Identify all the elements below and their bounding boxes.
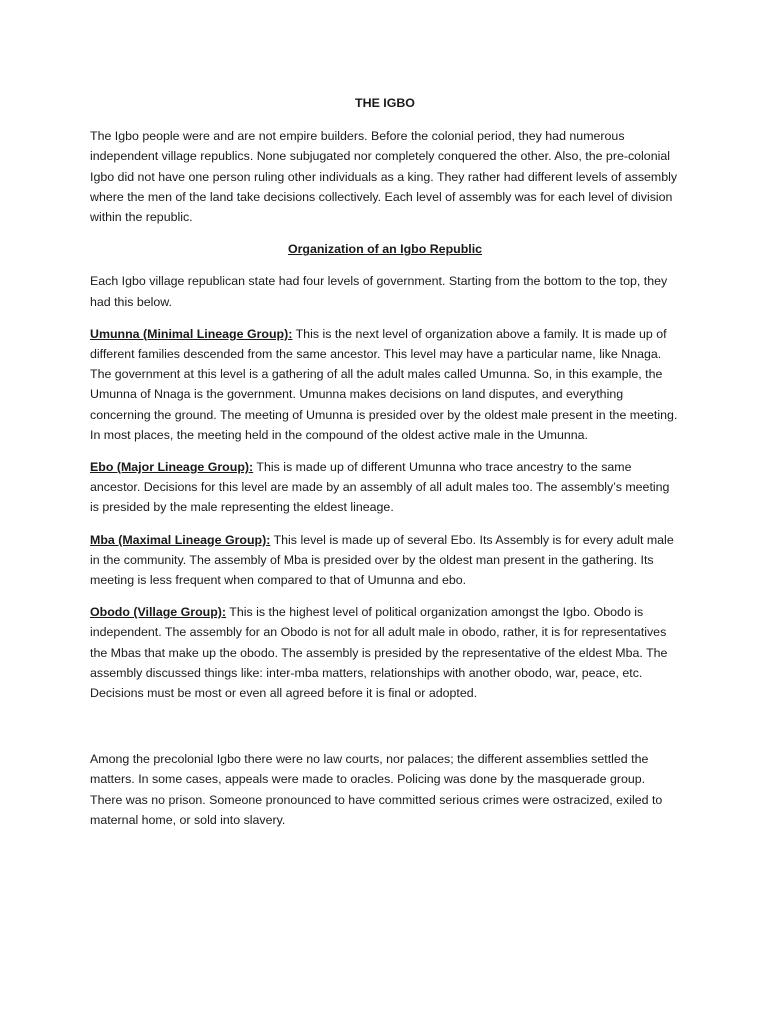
level-term-mba: Mba (Maximal Lineage Group): [90,532,271,547]
level-text-ebo: This is made up of different Umunna who trace ancestry to the same ancestor. Decisions for this level are made by an assembly of all adult males too. The assembly’s meeting is presided by the male representing the eldest lineage. [90,460,670,515]
level-paragraph-obodo [90,602,680,703]
level-text-obodo: This is the highest level of political organization amongst the Igbo. Obodo is independent. The assembly for an Obodo is not for all adult male in obodo, rather, it is for representatives the Mbas that make up the obodo. The assembly is presided by the representative of the eldest Mba. The assembly discussed things like: inter-mba matters, relationships with another obodo, war, peace, etc. Decisions must be most or even all agreed before it is final or adopted. [90,605,668,701]
level-text-mba: This level is made up of several Ebo. Its Assembly is for every adult male in the community. The assembly of Mba is presided over by the oldest man present in the gathering. Its meeting is less frequent when compared to that of Umunna and ebo. [90,532,674,588]
level-term-ebo: Ebo (Major Lineage Group): [90,460,254,475]
level-paragraph-umunna [90,324,680,445]
section-intro-paragraph: Each Igbo village republican state had four levels of government. Starting from the bottom to the top, they had this below. [90,274,668,309]
document-page [90,93,680,842]
level-paragraph-mba [90,530,680,591]
level-term-umunna: Umunna (Minimal Lineage Group): [90,326,293,341]
intro-paragraph: The Igbo people were and are not empire builders. Before the colonial period, they had numerous independent village republics. None subjugated nor completely conquered the other. Also, the pre-colonial Igbo did not have one person ruling other individuals as a king. They rather had different levels of assembly where the men of the land take decisions collectively. Each level of assembly was for each level of division within the republic. [90,129,678,225]
paragraph-spacer [90,715,680,749]
level-text-umunna: This is the next level of organization above a family. It is made up of different families descended from the same ancestor. This level may have a particular name, like Nnaga. The government at this level is a gathering of all the adult males called Umunna. So, in this example, the Umunna of Nnaga is the government. Umunna makes decisions on land disputes, and everything concerning the ground. The meeting of Umunna is presided over by the oldest male present in the meeting. In most places, the meeting held in the compound of the oldest active male in the Umunna. [90,326,678,442]
level-paragraph-ebo [90,457,680,518]
conclusion-paragraph: Among the precolonial Igbo there were no law courts, nor palaces; the different assemblies settled the matters. In some cases, appeals were made to oracles. Policing was done by the masquerade group. There was no prison. Someone pronounced to have committed serious crimes were ostracized, exiled to maternal home, or sold into slavery. [90,752,663,827]
document-title: THE IGBO [355,96,415,110]
level-term-obodo: Obodo (Village Group): [90,605,227,620]
section-heading: Organization of an Igbo Republic [287,242,483,257]
